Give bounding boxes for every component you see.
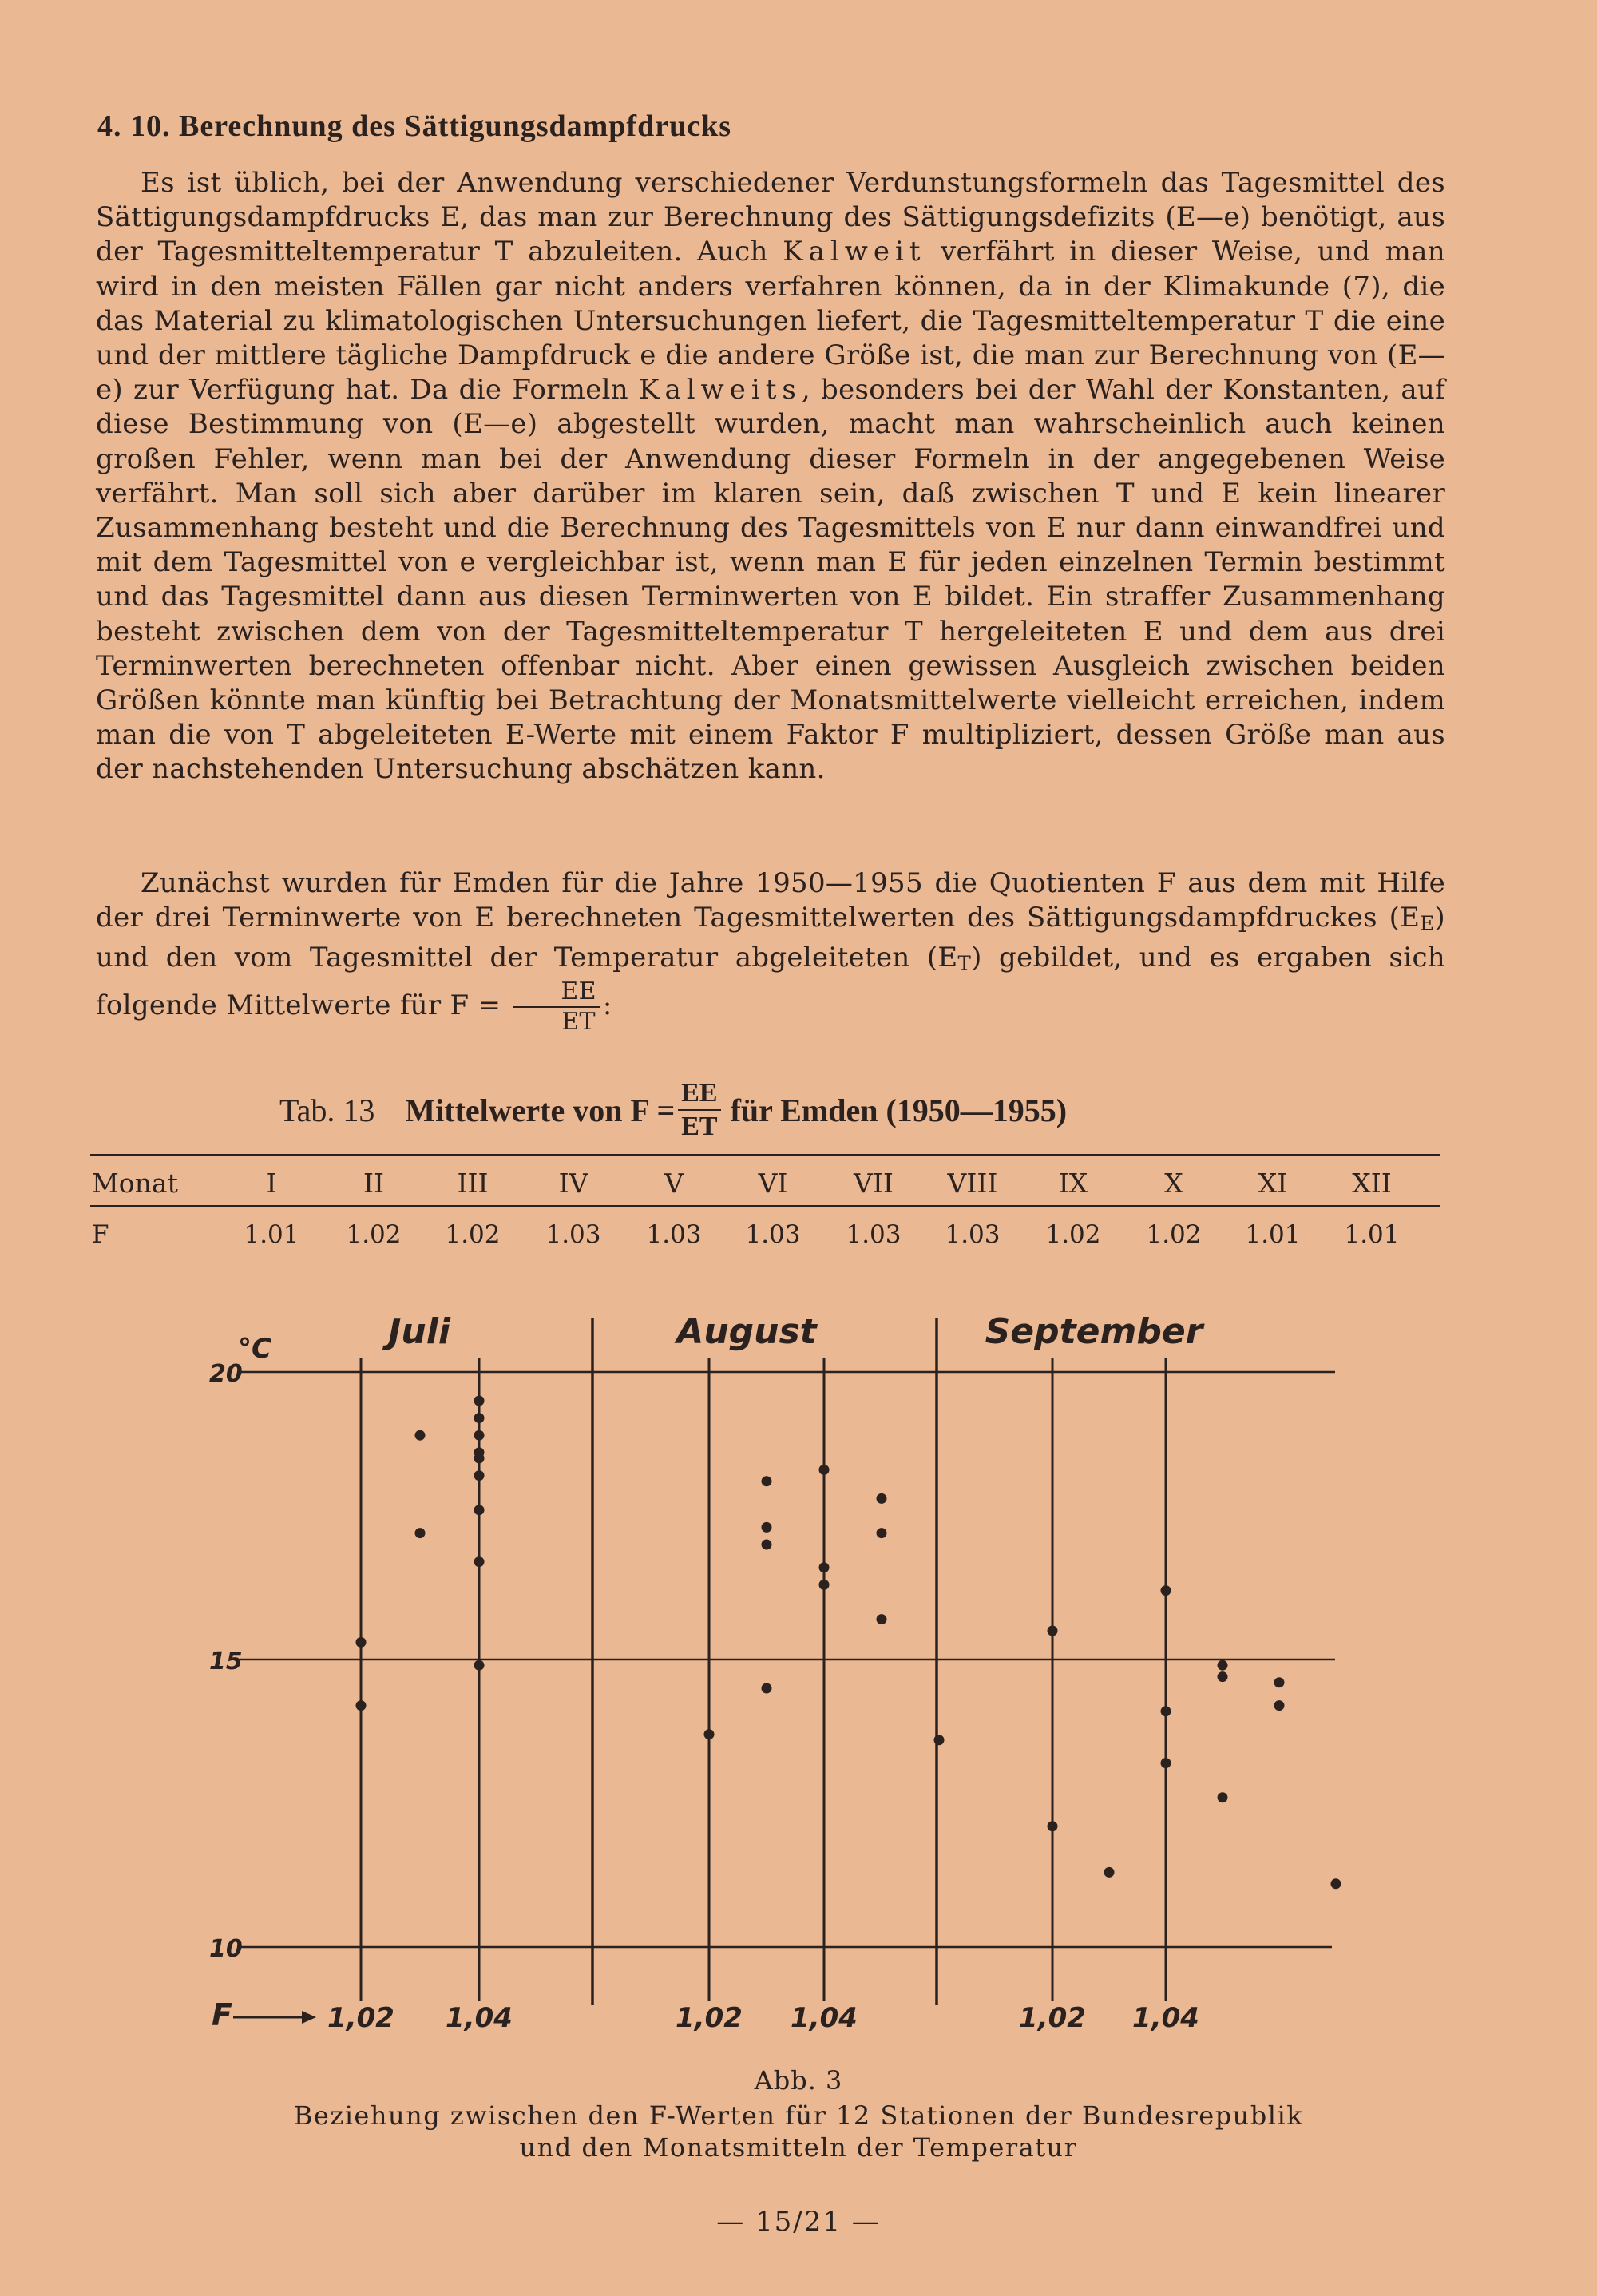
data-point-juli-2: [356, 1700, 367, 1711]
table-header-month-5: V: [664, 1168, 684, 1199]
data-point-september-4: [1161, 1585, 1171, 1596]
data-point-september-7: [1218, 1660, 1228, 1671]
section-title: Berechnung des Sättigungsdampfdrucks: [179, 109, 732, 143]
table-top-rule: [90, 1154, 1440, 1156]
table-header-month-10: X: [1164, 1168, 1183, 1199]
data-point-juli-13: [474, 1660, 485, 1671]
author-name-kalweits: Kalweits: [639, 374, 802, 406]
table-number: Tab. 13: [279, 1092, 375, 1128]
fraction-denominator: ET: [561, 1008, 596, 1037]
table-cell-f-7: 1.03: [846, 1220, 902, 1249]
figure-caption-line-1: Beziehung zwischen den F-Werten für 12 Stationen der Bundesrepublik: [293, 2100, 1304, 2131]
table-header-row: [90, 1163, 1440, 1204]
table-header-month-7: VII: [854, 1168, 894, 1199]
subscript-e: E: [1420, 911, 1435, 935]
month-label-3: September: [985, 1311, 1203, 1352]
y-tick-20: 20: [209, 1360, 243, 1388]
data-point-august-1: [704, 1729, 715, 1739]
table-row: [90, 1215, 1440, 1257]
data-point-august-2: [762, 1476, 772, 1486]
table-cell-f-9: 1.02: [1045, 1220, 1101, 1249]
paragraph-1-text-c: , besonders bei der Wahl der Konstanten, auf diese Bestimmung von (E—e) abgestellt wurden, macht man wahrscheinlich auch keinen großen Fehler, wenn man bei der Anwendung dieser Formeln in der angegebenen Weise verfährt. Man soll sich aber darüber im klaren sein, daß zwischen T und E kein linearer Zusammenhang besteht und die Berechnung des Tagesmittels von E nur dann einwandfrei und mit dem Tagesmittel von e vergleichbar ist, wenn man E für jeden einzelnen Termin bestimmt und das Tagesmittel dann aus diesen Terminwerten von E bildet. Ein straffer Zusammenhang besteht zwischen dem von der Tagesmitteltemperatur T hergeleiteten E und dem aus drei Terminwerten berechneten offenbar nicht. Aber einen gewissen Ausgleich zwischen beiden Größen könnte man künftig bei Betrachtung der Monatsmittelwerte vielleicht erreichen, indem man die von T abgeleiteten E-Werte mit einem Faktor F multipliziert, dessen Größe man aus der nachstehenden Untersuchung abschätzen kann.: [96, 374, 1445, 786]
table-header-month-11: XI: [1258, 1168, 1288, 1199]
author-name-kalweit: Kalweit: [783, 236, 926, 268]
data-point-september-3: [1104, 1867, 1115, 1878]
table-fraction-denominator: ET: [681, 1112, 718, 1141]
figure-abb-3: [0, 1294, 1597, 2036]
data-point-august-7: [819, 1562, 830, 1572]
section-heading: [97, 109, 731, 144]
y-tick-10: 10: [209, 1935, 243, 1963]
data-point-september-2: [1048, 1821, 1058, 1831]
table-cell-f-12: 1.01: [1344, 1220, 1400, 1249]
y-tick-15: 15: [209, 1648, 243, 1675]
table-cell-f-10: 1.02: [1146, 1220, 1202, 1249]
paragraph-1-text-a: Es ist üblich, bei der Anwendung verschiedener Verdunstungsformeln das Tagesmittel des Sättigungsdampfdrucks E, das man zur Berechnung des Sättigungsdefizits (E—e) benötigt, aus der Tagesmitteltemperatur T abzuleiten. Auch: [96, 167, 1445, 268]
table-cell-f-11: 1.01: [1245, 1220, 1301, 1249]
data-point-juli-7: [474, 1430, 485, 1441]
data-point-juli-5: [474, 1396, 485, 1406]
subscript-t: T: [957, 951, 972, 975]
paragraph-1-text-b: verfährt in dieser Weise, und man wird in den meisten Fällen gar nicht anders verfahren können, da in der Klimakunde (7), die das Material zu klimatologischen Untersuchungen liefert, die Tagesmitteltemperatur T die eine und der mittlere tägliche Dampfdruck e die andere Größe ist, die man zur Berechnung von (E—e) zur Verfügung hat. Da die Formeln: [96, 236, 1445, 406]
data-point-september-8: [1218, 1671, 1228, 1682]
x-tick-6: 1,04: [1132, 2002, 1199, 2034]
month-label-2: August: [676, 1311, 817, 1352]
table-header-label: Monat: [92, 1168, 178, 1199]
paragraph-1: [96, 166, 1445, 787]
table-header-month-1: I: [266, 1168, 277, 1199]
x-tick-2: 1,04: [446, 2002, 513, 2034]
fraction-f: [513, 977, 599, 1037]
figure-caption-line-2: und den Monatsmitteln der Temperatur: [519, 2132, 1078, 2163]
x-axis-arrow-head: [302, 2011, 316, 2024]
data-point-august-10: [877, 1528, 887, 1538]
table-header-month-6: VI: [758, 1168, 788, 1199]
fraction-numerator: EE: [513, 980, 599, 1008]
data-point-juli-1: [356, 1637, 367, 1648]
data-point-juli-3: [415, 1430, 426, 1441]
data-point-august-5: [762, 1683, 772, 1694]
table-cell-f-4: 1.03: [545, 1220, 601, 1249]
data-point-juli-11: [474, 1505, 485, 1515]
table-header-month-3: III: [457, 1168, 489, 1199]
data-point-august-9: [877, 1493, 887, 1504]
month-label-1: Juli: [388, 1311, 450, 1352]
table-cell-f-8: 1.03: [945, 1220, 1001, 1249]
table-cell-f-2: 1.02: [346, 1220, 402, 1249]
table-header-month-12: XII: [1352, 1168, 1392, 1199]
data-point-juli-4: [415, 1528, 426, 1538]
data-point-juli-12: [474, 1556, 485, 1567]
table-header-month-8: VIII: [947, 1168, 998, 1199]
data-point-juli-6: [474, 1413, 485, 1423]
table-header-rule: [90, 1205, 1440, 1207]
paragraph-2-colon: :: [602, 989, 612, 1022]
data-point-august-6: [819, 1465, 830, 1475]
data-point-august-12: [934, 1735, 945, 1745]
data-point-september-9: [1218, 1792, 1228, 1802]
table-cell-f-1: 1.01: [244, 1220, 299, 1249]
page-number: — 15/21 —: [716, 2206, 881, 2238]
data-point-september-6: [1161, 1758, 1171, 1768]
table-title-post: für Emden (1950—1955): [730, 1092, 1068, 1128]
data-point-september-10: [1274, 1677, 1285, 1687]
x-tick-3: 1,02: [676, 2002, 743, 2034]
data-point-september-12: [1331, 1878, 1341, 1889]
section-number: 4. 10.: [97, 109, 171, 143]
table-cell-f-5: 1.03: [646, 1220, 702, 1249]
figure-label: Abb. 3: [754, 2065, 843, 2096]
data-point-august-3: [762, 1522, 772, 1533]
table-fraction: [678, 1080, 720, 1140]
table-header-month-2: II: [363, 1168, 385, 1199]
paragraph-2-text-b: ) und den vom Tagesmittel der Temperatur abgeleiteten (E: [96, 902, 1445, 974]
data-point-august-8: [819, 1580, 830, 1590]
table-cell-f-3: 1.02: [445, 1220, 501, 1249]
x-axis-label: F: [212, 1997, 232, 2032]
y-unit-label: °C: [238, 1333, 271, 1365]
table-header-month-9: IX: [1058, 1168, 1088, 1199]
table-title-pre: Mittelwerte von F =: [405, 1092, 676, 1128]
data-point-juli-10: [474, 1470, 485, 1481]
data-point-september-1: [1048, 1626, 1058, 1636]
table-cell-f-6: 1.03: [745, 1220, 801, 1249]
x-tick-1: 1,02: [327, 2002, 394, 2034]
paragraph-2: [96, 866, 1445, 1037]
x-tick-5: 1,02: [1019, 2002, 1086, 2034]
table-fraction-numerator: EE: [678, 1080, 720, 1111]
table-row-label: F: [92, 1220, 109, 1249]
table-caption: [279, 1074, 1318, 1146]
data-point-august-4: [762, 1540, 772, 1550]
data-point-september-5: [1161, 1706, 1171, 1716]
paragraph-2-text-c: ) gebildet, und es ergaben sich folgende Mittelwerte für F =: [96, 941, 1445, 1022]
data-point-juli-9: [474, 1453, 485, 1464]
data-point-august-11: [877, 1614, 887, 1624]
x-tick-4: 1,04: [791, 2002, 858, 2034]
table-header-month-4: IV: [558, 1168, 588, 1199]
paragraph-2-text-a: Zunächst wurden für Emden für die Jahre 1950—1955 die Quotienten F aus dem mit Hilfe der drei Terminwerte von E berechneten Tagesmittelwerten des Sättigungsdampfdruckes (E: [96, 867, 1445, 934]
data-point-september-11: [1274, 1700, 1285, 1711]
